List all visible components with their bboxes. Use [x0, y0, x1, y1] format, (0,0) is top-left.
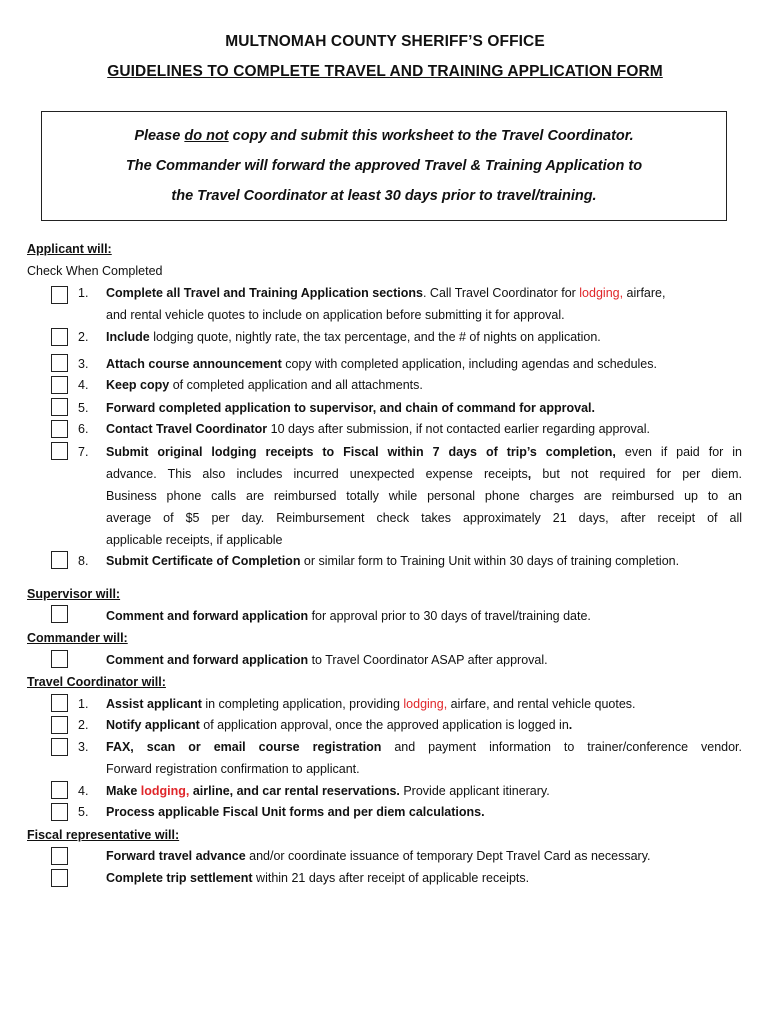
applicant-item-3: Attach course announcement copy with completed application, including agendas and schedules. [106, 357, 657, 371]
supervisor-heading: Supervisor will: [27, 587, 121, 601]
applicant-heading: Applicant will: [27, 242, 112, 256]
applicant-item-2: Include lodging quote, nightly rate, the tax percentage, and the # of nights on application. [106, 330, 601, 344]
fiscal-heading: Fiscal representative will: [27, 828, 180, 842]
item-number: 3. [78, 740, 89, 754]
notice-box [41, 111, 727, 221]
applicant-item-7: Submit original lodging receipts to Fiscal within 7 days of trip’s completion, even if paid for in [106, 445, 742, 459]
item-number: 4. [78, 378, 89, 392]
applicant-item-6: Contact Travel Coordinator 10 days after submission, if not contacted earlier regarding approval. [106, 422, 650, 436]
coordinator-item-3-cont: Forward registration confirmation to applicant. [106, 762, 360, 776]
coordinator-item-5: Process applicable Fiscal Unit forms and per diem calculations. [106, 805, 485, 819]
document-subtitle: GUIDELINES TO COMPLETE TRAVEL AND TRAINING APPLICATION FORM [107, 63, 663, 80]
applicant-checkbox-6[interactable] [51, 420, 68, 438]
commander-heading: Commander will: [27, 631, 128, 645]
commander-checkbox[interactable] [51, 650, 68, 668]
notice-line-2: The Commander will forward the approved Travel & Training Application to [125, 158, 643, 174]
item-number: 1. [78, 286, 89, 300]
coordinator-item-3: FAX, scan or email course registration and payment information to trainer/conference vendor. [106, 740, 743, 754]
applicant-item-1: Complete all Travel and Training Application sections. Call Travel Coordinator for lodging, airfare, [106, 286, 666, 300]
notice-line-3: the Travel Coordinator at least 30 days prior to travel/training. [171, 188, 597, 204]
item-number: 7. [78, 445, 89, 459]
item-number: 4. [78, 784, 89, 798]
item-number: 6. [78, 422, 89, 436]
applicant-checkbox-2[interactable] [51, 328, 68, 346]
fiscal-checkbox-1[interactable] [51, 847, 68, 865]
fiscal-item-1: Forward travel advance and/or coordinate issuance of temporary Dept Travel Card as necessary. [106, 849, 651, 863]
item-number: 8. [78, 554, 89, 568]
supervisor-item: Comment and forward application for approval prior to 30 days of travel/training date. [106, 609, 591, 623]
applicant-item-1-cont: and rental vehicle quotes to include on application before submitting it for approval. [106, 308, 565, 322]
coordinator-checkbox-4[interactable] [51, 781, 68, 799]
commander-item: Comment and forward application to Travel Coordinator ASAP after approval. [106, 653, 548, 667]
item-number: 5. [78, 805, 89, 819]
applicant-item-8: Submit Certificate of Completion or similar form to Training Unit within 30 days of training completion. [106, 554, 680, 568]
applicant-item-7-line-4: average of $5 per day. Reimbursement check takes approximately 21 days, after receipt of all [106, 511, 742, 525]
check-instruction: Check When Completed [27, 264, 163, 278]
coordinator-checkbox-1[interactable] [51, 694, 68, 712]
applicant-checkbox-7[interactable] [51, 442, 68, 460]
coordinator-item-2: Notify applicant of application approval, once the approved application is logged in. [106, 718, 573, 732]
document-title: MULTNOMAH COUNTY SHERIFF’S OFFICE [225, 33, 545, 50]
applicant-checkbox-8[interactable] [51, 551, 68, 569]
notice-line-1: Please do not copy and submit this worksheet to the Travel Coordinator. [134, 128, 634, 144]
applicant-item-7-line-2: advance. This also includes incurred unexpected expense receipts, but not required for per diem. [106, 467, 742, 481]
fiscal-item-2: Complete trip settlement within 21 days after receipt of applicable receipts. [106, 871, 530, 885]
coordinator-item-1: Assist applicant in completing application, providing lodging, airfare, and rental vehicle quotes. [106, 697, 636, 711]
item-number: 3. [78, 357, 89, 371]
coordinator-checkbox-3[interactable] [51, 738, 68, 756]
coordinator-heading: Travel Coordinator will: [27, 675, 166, 689]
coordinator-item-4: Make lodging, airline, and car rental reservations. Provide applicant itinerary. [106, 784, 550, 798]
fiscal-checkbox-2[interactable] [51, 869, 68, 887]
item-number: 2. [78, 330, 89, 344]
item-number: 1. [78, 697, 89, 711]
applicant-item-7-line-3: Business phone calls are reimbursed totally while personal phone charges are reimbursed up to an [106, 489, 742, 503]
applicant-checkbox-1[interactable] [51, 286, 68, 304]
applicant-item-4: Keep copy of completed application and all attachments. [106, 378, 423, 392]
item-number: 5. [78, 401, 89, 415]
applicant-checkbox-5[interactable] [51, 398, 68, 416]
applicant-checkbox-3[interactable] [51, 354, 68, 372]
coordinator-checkbox-5[interactable] [51, 803, 68, 821]
coordinator-checkbox-2[interactable] [51, 716, 68, 734]
supervisor-checkbox[interactable] [51, 605, 68, 623]
item-number: 2. [78, 718, 89, 732]
applicant-checkbox-4[interactable] [51, 376, 68, 394]
applicant-item-7-line-5: applicable receipts, if applicable [106, 533, 283, 547]
applicant-item-5: Forward completed application to supervisor, and chain of command for approval. [106, 401, 595, 415]
